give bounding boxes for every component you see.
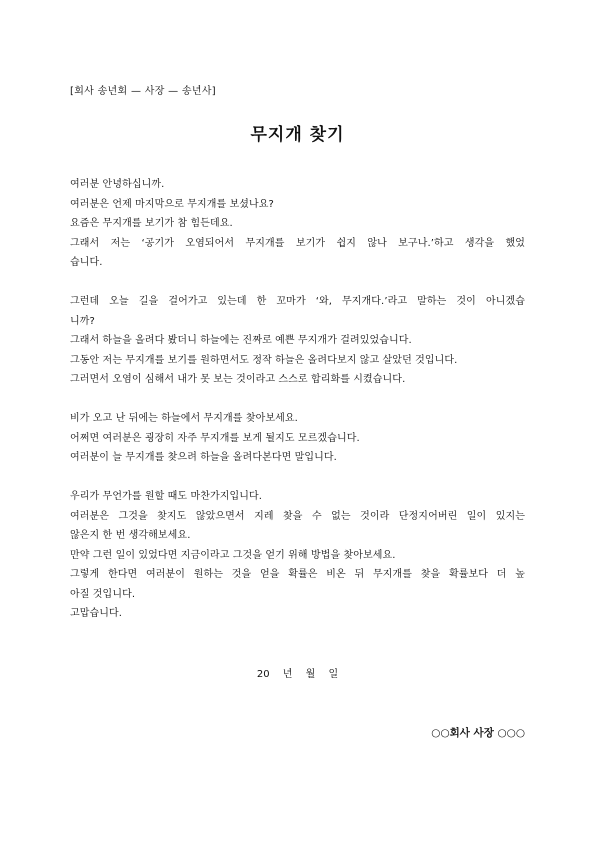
body-line: 그동안 저는 무지개를 보기를 원하면서도 정작 하늘은 올려다보지 않고 살았던 것입니다. [70, 354, 458, 366]
body-line: 요즘은 무지개를 보기가 참 힘든데요. [70, 218, 233, 229]
date-line: 20 년 월 일 [256, 669, 339, 680]
body-line: 습니다. [70, 257, 103, 268]
body-line: 고맙습니다. [70, 608, 123, 619]
paragraph-gap [70, 468, 525, 488]
body-line: 아질 것입니다. [70, 588, 136, 600]
body-line: 그래서 하늘을 올려다 봤더니 하늘에는 진짜로 예쁜 무지개가 걸려있었습니다. [70, 335, 412, 346]
body-line: 그러면서 오염이 심해서 내가 못 보는 것이라고 스스로 합리화를 시켰습니다. [70, 374, 406, 385]
body-line: 여러분 안녕하십니까. [70, 179, 165, 190]
body-line: 니까? [70, 315, 95, 327]
body-line: 우리가 무언가를 원할 때도 마찬가지입니다. [70, 491, 263, 502]
body-line: 여러분은 언제 마지막으로 무지개를 보셨나요? [70, 198, 274, 210]
speech-body [70, 175, 525, 624]
body-line: 비가 오고 난 뒤에는 하늘에서 무지개를 찾아보세요. [70, 413, 298, 424]
body-line: 여러분이 늘 무지개를 찾으려 하늘을 올려다본다면 말입니다. [70, 452, 337, 463]
body-line: 어쩌면 여러분은 굉장히 자주 무지개를 보게 될지도 모르겠습니다. [70, 432, 360, 444]
body-line: 만약 그런 일이 있었다면 지금이라고 그것을 얻기 위해 방법을 찾아보세요. [70, 549, 396, 561]
document-heading: [회사 송년회 — 사장 — 송년사] [70, 86, 216, 97]
body-line: 않은지 한 번 생각해보세요. [70, 530, 191, 541]
body-line: 그래서 저는 ‘공기가 오염되어서 무지개를 보기가 쉽지 않나 보구나.’하고 생각을 했었 [70, 237, 525, 249]
body-line: 여러분은 그것을 찾지도 않았으면서 지레 찾을 수 없는 것이라 단정지어버린 일이 있지는 [70, 510, 525, 522]
body-line: 그렇게 한다면 여러분이 원하는 것을 얻을 확률은 비온 뒤 무지개를 찾을 확률보다 더 높 [70, 569, 525, 580]
signature: ○○회사 사장 ○○○ [431, 727, 525, 739]
body-line: 그런데 오늘 길을 걸어가고 있는데 한 꼬마가 ‘와, 무지개다.’라고 말하는 것이 아니겠습 [70, 296, 525, 307]
document-title: 무지개 찾기 [250, 125, 345, 145]
paragraph-gap [70, 390, 525, 410]
paragraph-gap [70, 273, 525, 293]
